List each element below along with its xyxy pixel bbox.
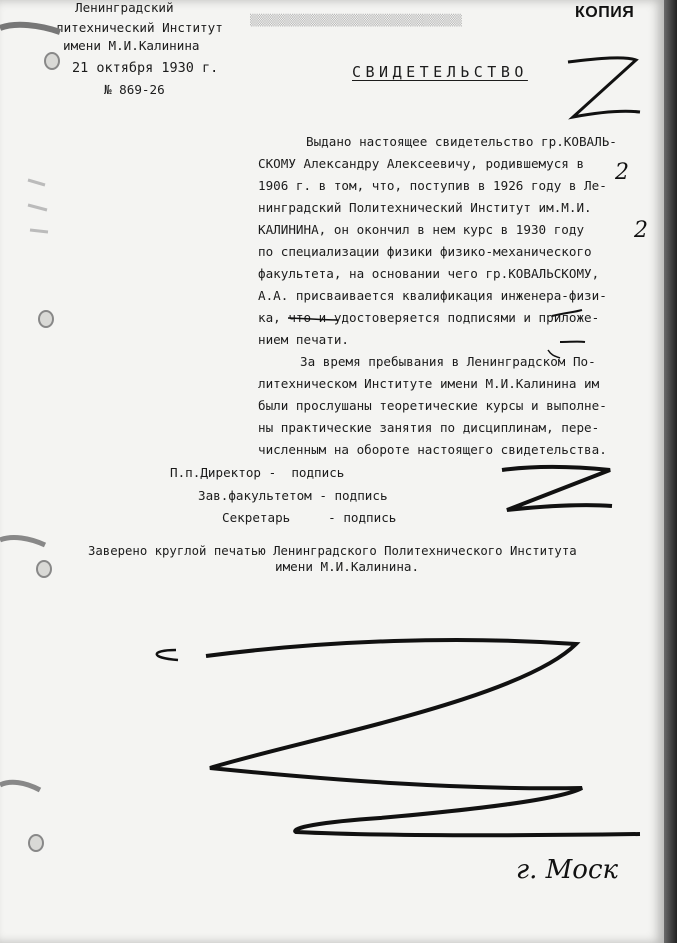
certification-line: Заверено круглой печатью Ленинградского Политехнического Института	[88, 544, 577, 558]
paragraph1-line: А.А. присваивается квалификация инженера-физи-	[258, 288, 607, 303]
paragraph2-line: литехническом Институте имени М.И.Калинина им	[258, 376, 600, 391]
institute-line-2: литехнический Институт	[56, 20, 223, 35]
paragraph1-line: КАЛИНИНА, он окончил в нем курс в 1930 году	[258, 222, 585, 237]
binding-string	[0, 782, 40, 790]
institute-line-3: имени М.И.Калинина	[63, 38, 200, 53]
institute-line-1: Ленинградский	[75, 0, 174, 15]
document-number: № 869-26	[104, 82, 165, 97]
bottom-z-scribble	[206, 640, 640, 835]
paragraph1-line: ка, что и удостоверяется подписями и приложе-	[258, 310, 600, 325]
paragraph2-line: численным на обороте настоящего свидетельства.	[258, 442, 607, 457]
bleed-through-text: ▒▒▒▒▒▒▒▒▒▒▒▒▒▒▒▒▒▒▒▒▒▒▒▒▒▒▒▒▒▒▒▒	[250, 14, 462, 27]
paragraph1-line: СКОМУ Александру Алексеевичу, родившемуся в	[258, 156, 585, 171]
paragraph2-line: ны практические занятия по дисциплинам, пере-	[258, 420, 600, 435]
tick-mark	[548, 350, 560, 358]
copy-stamp: КОПИЯ	[575, 4, 635, 21]
paragraph2-line: За время пребывания в Ленинградском По-	[300, 354, 596, 369]
handwritten-mark: 2	[634, 218, 648, 243]
underline-mark	[288, 318, 338, 320]
document-date: 21 октября 1930 г.	[72, 60, 219, 76]
paragraph1-line: 1906 г. в том, что, поступив в 1926 году в Ле-	[258, 178, 607, 193]
title-z-scribble	[568, 58, 640, 117]
signature-z-scribble	[502, 467, 612, 510]
paragraph1-line: нием печати.	[258, 332, 349, 347]
handwritten-corner-note: г. Моск	[516, 855, 619, 885]
bottom-scribble-start	[157, 650, 178, 660]
binding-string	[0, 25, 60, 32]
signature-line-director: П.п.Директор - подпись	[170, 465, 345, 480]
document-title: СВИДЕТЕЛЬСТВО	[352, 63, 528, 81]
binding-string	[0, 538, 45, 545]
margin-smudge	[28, 180, 48, 232]
certification-line: имени М.И.Калинина.	[275, 559, 420, 574]
paragraph1-line: нинградский Политехнический Институт им.М.И.	[258, 200, 592, 215]
paragraph2-line: были прослушаны теоретические курсы и выполне-	[258, 398, 607, 413]
paragraph1-line: по специализации физики физико-механического	[258, 244, 592, 259]
handwritten-mark: 2	[615, 160, 629, 185]
signature-line-dean: Зав.факультетом - подпись	[198, 488, 388, 503]
paragraph1-line: Выдано настоящее свидетельство гр.КОВАЛЬ-	[306, 134, 617, 149]
signature-line-secretary: Секретарь - подпись	[222, 510, 397, 525]
scan-edge	[664, 0, 677, 943]
paragraph1-line: факультета, на основании чего гр.КОВАЛЬСКОМУ,	[258, 266, 600, 281]
tick-mark	[552, 310, 582, 316]
